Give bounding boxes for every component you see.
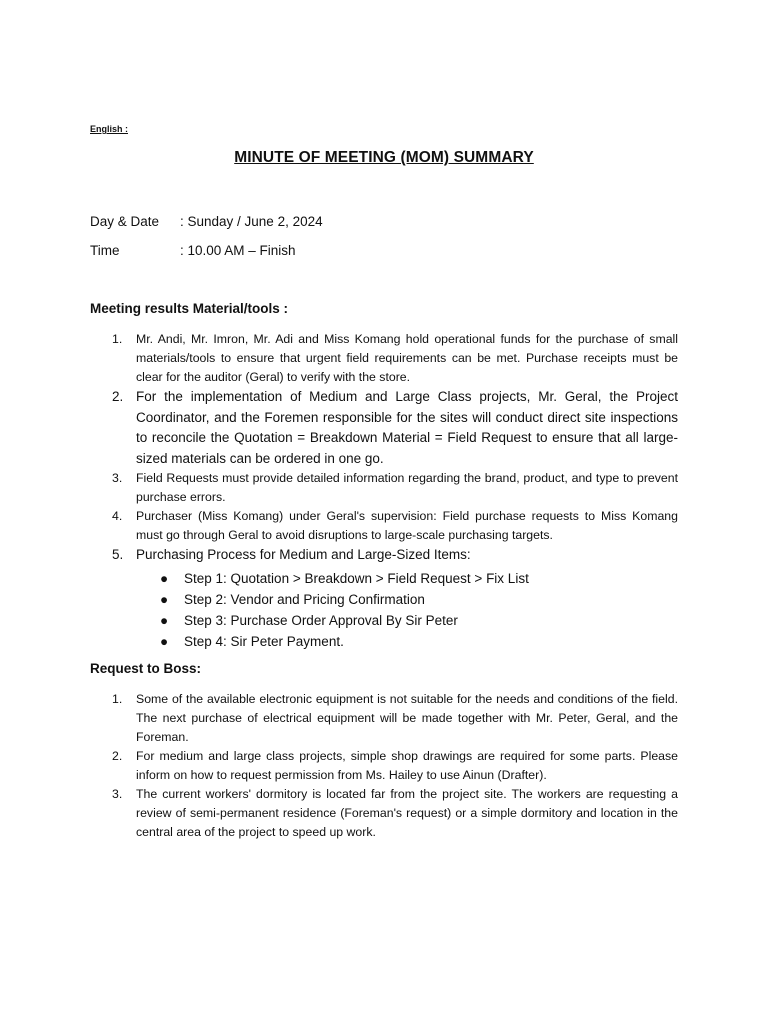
step-item: ● Step 2: Vendor and Pricing Confirmation [136,589,678,610]
list-item: 1. Mr. Andi, Mr. Imron, Mr. Adi and Miss Komang hold operational funds for the purchase of small materials/tools to ensure that urgent field requirements can be met. Purchase receipts must be clear for the auditor (Geral) to verify with the store. [112,332,678,384]
section-heading-materials: Meeting results Material/tools : [90,301,289,316]
list-item: 1. Some of the available electronic equipment is not suitable for the needs and conditions of the field. The next purchase of electrical equipment will be made together with Mr. Peter, Geral, and the Foreman. [112,692,678,744]
document-title: MINUTE OF MEETING (MOM) SUMMARY [234,149,534,166]
step-item: ● Step 4: Sir Peter Payment. [136,631,678,652]
day-date-value: : Sunday / June 2, 2024 [180,214,323,229]
list-item: 5. Purchasing Process for Medium and Large-Sized Items: ● Step 1: Quotation > Breakdown > Field Request > Fix List ● Step 2: Vendor and Pricing Confirmation ● Step 3: Purchase Order Approval By Sir Peter ● Step 4: Sir Peter Payment. [90,545,678,652]
time-label: Time [90,243,120,258]
section-heading-request: Request to Boss: [90,661,202,676]
list-item: 4. Purchaser (Miss Komang) under Geral's supervision: Field purchase requests to Miss Komang must go through Geral to avoid disruptions to large-scale purchasing targets. [112,509,678,542]
bullet-icon: ● [160,612,169,628]
language-label: English : [90,124,128,134]
list-item: 2. For medium and large class projects, simple shop drawings are required for some parts. Please inform on how to request permission from Ms. Hailey to use Ainun (Drafter). [112,749,678,782]
list-item: 2. For the implementation of Medium and Large Class projects, Mr. Geral, the Project Coordinator, and the Foremen responsible for the sites will conduct direct site inspections to reconcile the Quotation = Breakdown Material = Field Request to ensure that all large-sized materials can be ordered in one go. [112,389,678,466]
day-date-label: Day & Date [90,214,160,229]
list-item: 3. The current workers' dormitory is located far from the project site. The workers are requesting a review of semi-permanent residence (Foreman's request) or a simple dormitory and location in the central area of the project to speed up work. [112,787,678,839]
materials-list [90,330,678,652]
time-row [90,243,296,258]
step-item: ● Step 1: Quotation > Breakdown > Field Request > Fix List [136,568,678,589]
step-item: ● Step 3: Purchase Order Approval By Sir Peter [136,610,678,631]
list-item: 3. Field Requests must provide detailed information regarding the brand, product, and type to prevent purchase errors. [112,471,678,504]
purchasing-steps [136,568,678,652]
bullet-icon: ● [160,633,169,649]
day-date-row [90,214,323,229]
bullet-icon: ● [160,570,169,586]
bullet-icon: ● [160,591,169,607]
time-value: : 10.00 AM – Finish [180,243,296,258]
request-list [90,690,678,842]
